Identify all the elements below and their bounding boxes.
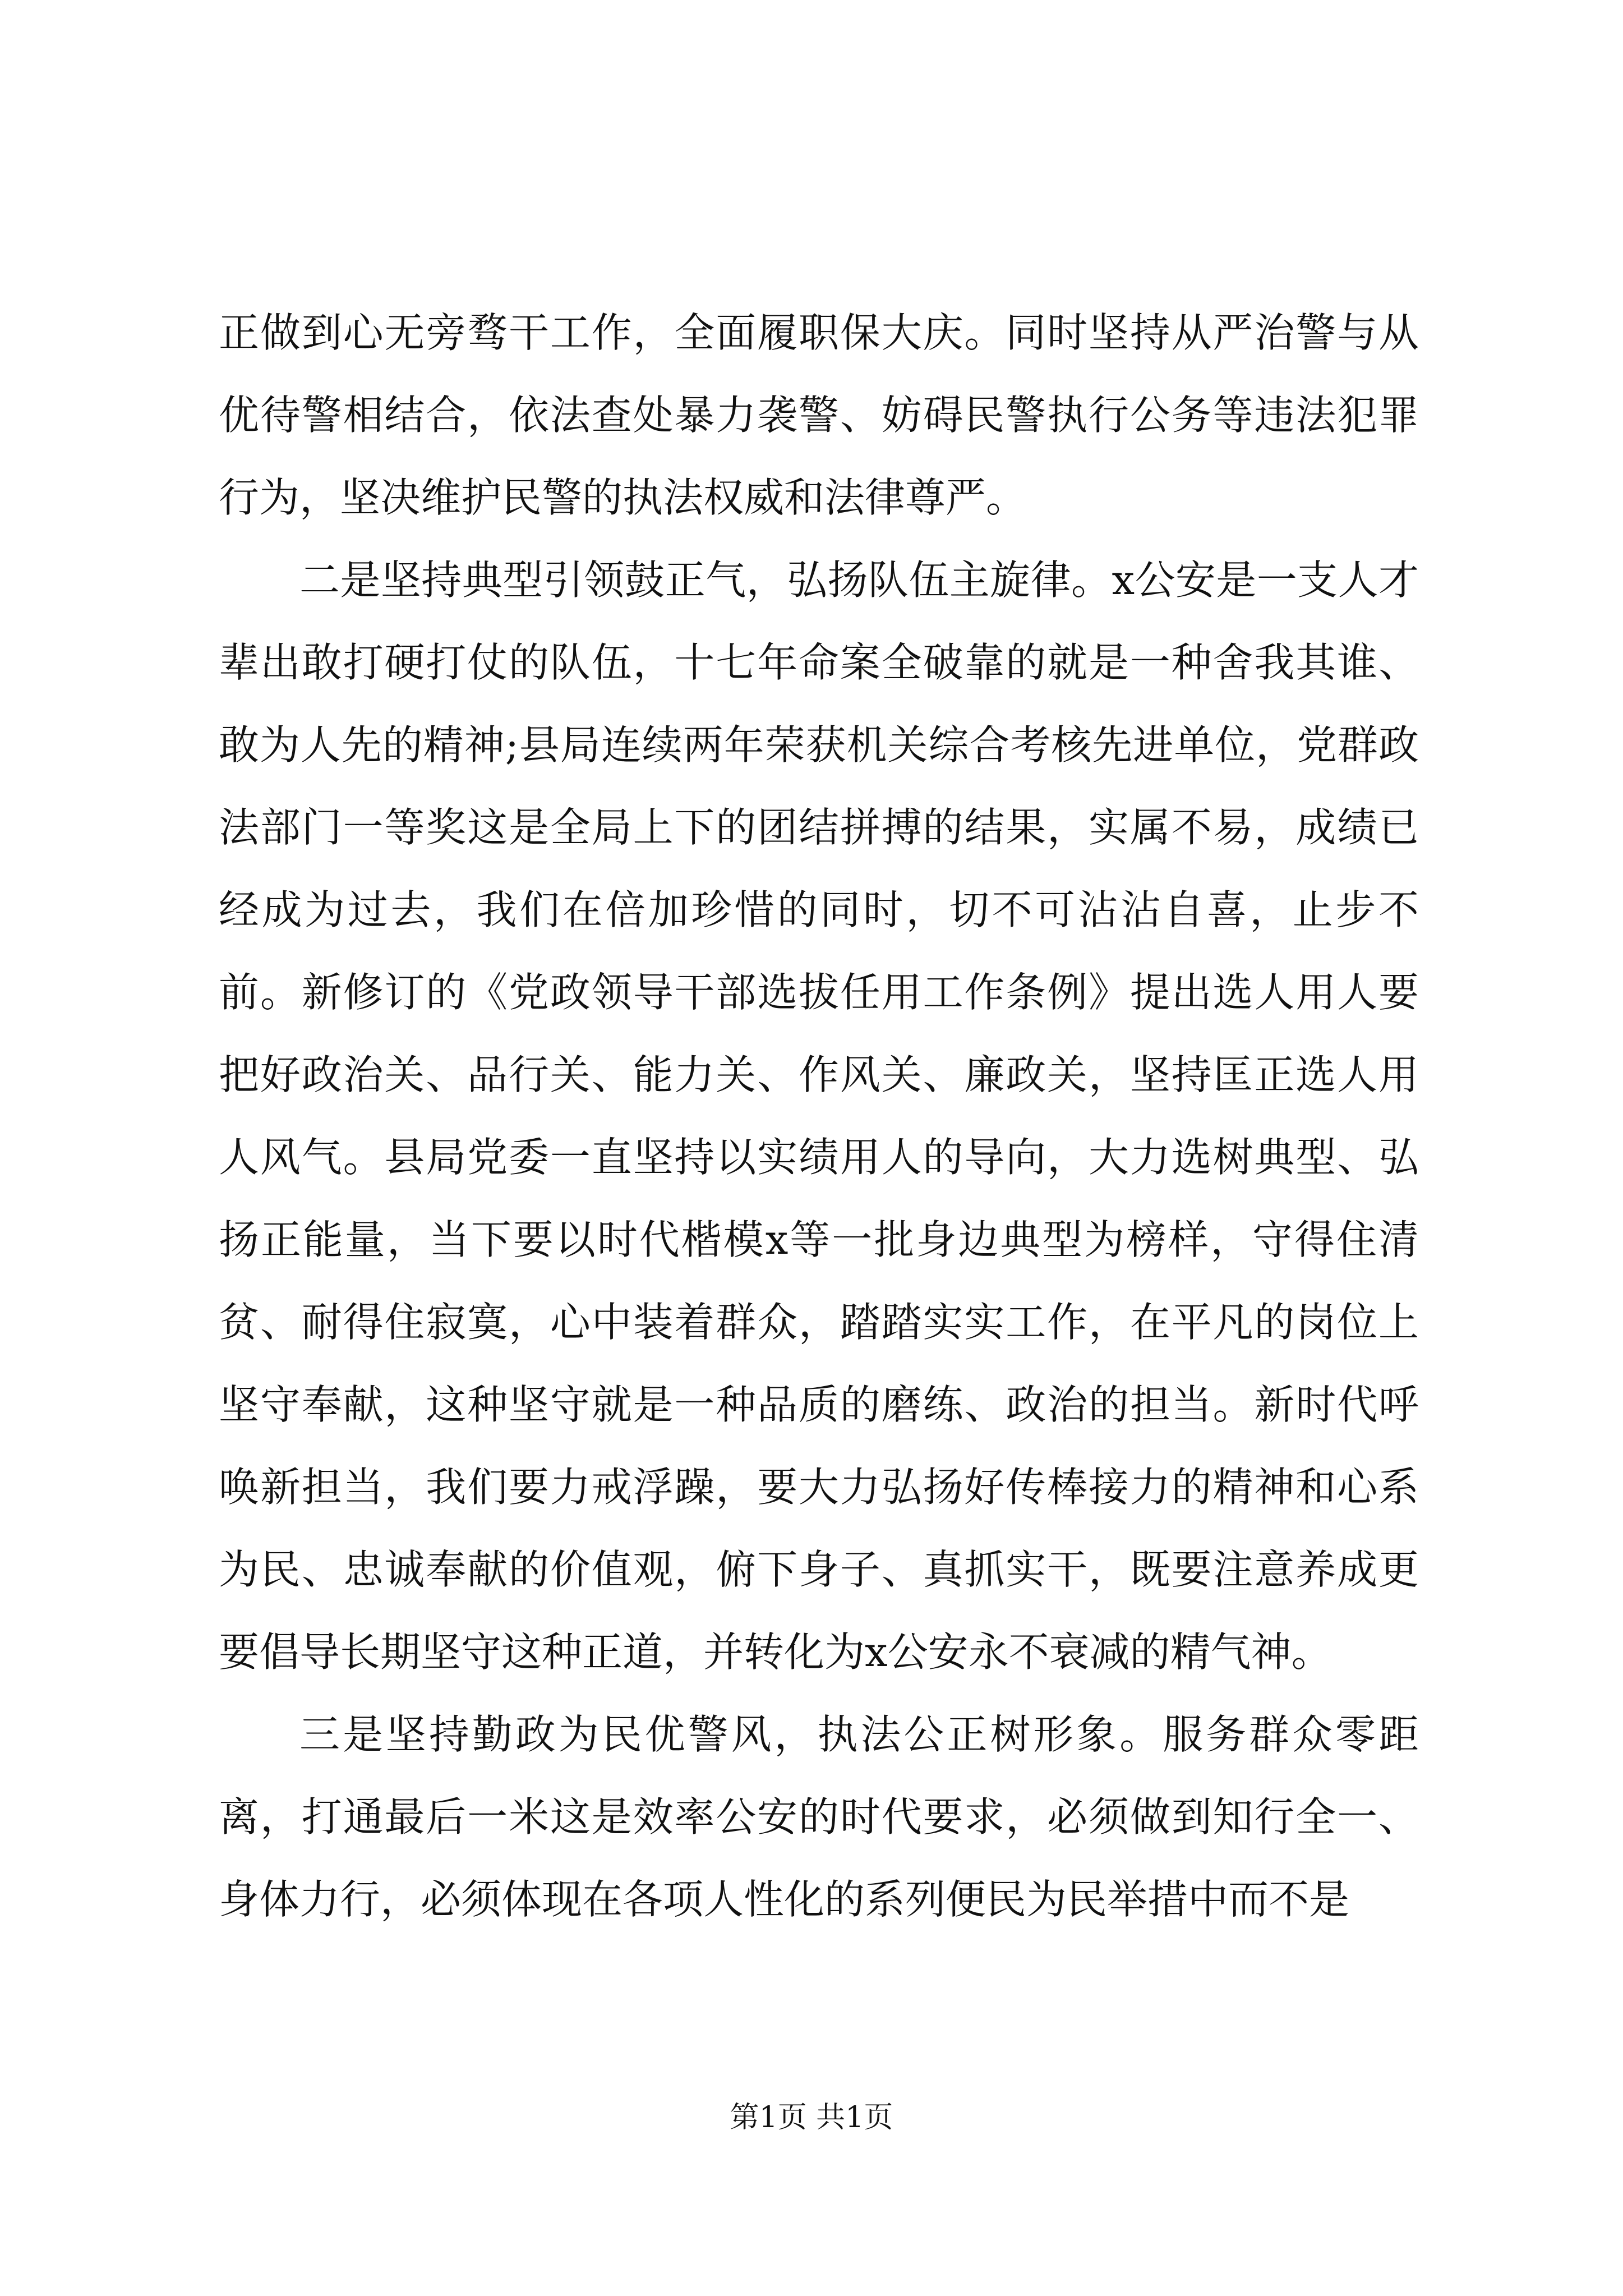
paragraph-continuation: 正做到心无旁骛干工作，全面履职保大庆。同时坚持从严治警与从优待警相结合，依法查处暴力袭警、妨碍民警执行公务等违法犯罪行为，坚决维护民警的执法权威和法律尊严。: [219, 309, 1419, 521]
page-footer: 第1页 共1页: [730, 2101, 893, 2134]
paragraph-second-point: 二是坚持典型引领鼓正气，弘扬队伍主旋律。x公安是一支人才辈出敢打硬打仗的队伍，十七年命案全破靠的就是一种舍我其谁、敢为人先的精神;县局连续两年荣获机关综合考核先进单位，党群政法部门一等奖这是全局上下的团结拼搏的结果，实属不易，成绩已经成为过去，我们在倍加珍惜的同时，切不可沾沾自喜，止步不前。新修订的《党政领导干部选拔任用工作条例》提出选人用人要把好政治关、品行关、能力关、作风关、廉政关，坚持匡正选人用人风气。县局党委一直坚持以实绩用人的导向，大力选树典型、弘扬正能量，当下要以时代楷模x等一批身边典型为榜样，守得住清贫、耐得住寂寞，心中装着群众，踏踏实实工作，在平凡的岗位上坚守奉献，这种坚守就是一种品质的磨练、政治的担当。新时代呼唤新担当，我们要力戒浮躁，要大力弘扬好传棒接力的精神和心系为民、忠诚奉献的价值观，俯下身子、真抓实干，既要注意养成更要倡导长期坚守这种正道，并转化为x公安永不衰减的精气神。: [219, 556, 1419, 1676]
document-body: [219, 292, 1419, 1941]
paragraph-third-point: 三是坚持勤政为民优警风，执法公正树形象。服务群众零距离，打通最后一米这是效率公安的时代要求，必须做到知行全一、身体力行，必须体现在各项人性化的系列便民为民举措中而不是: [219, 1711, 1419, 1923]
